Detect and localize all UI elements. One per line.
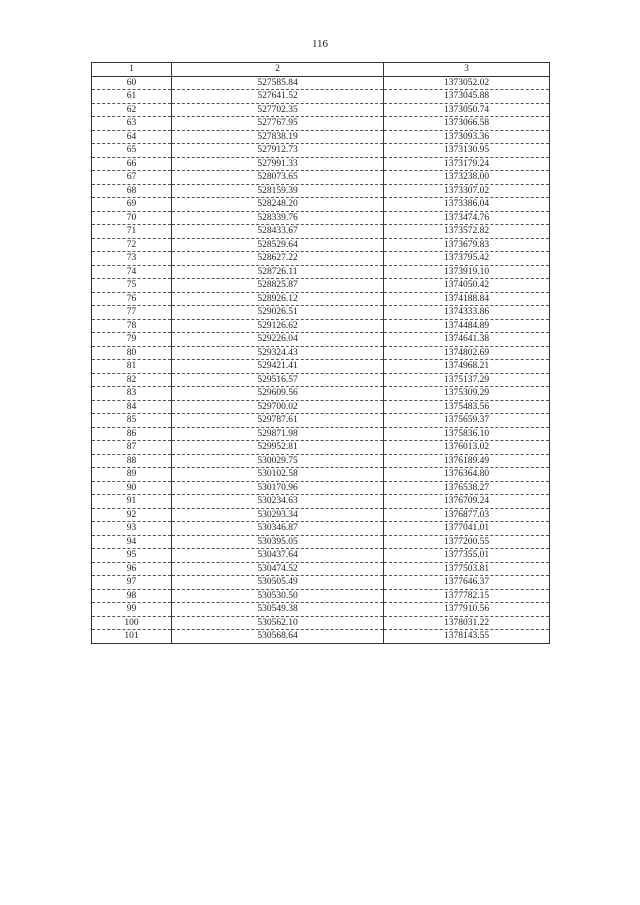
- x-coordinate-cell: 530505.49: [172, 576, 384, 590]
- point-number-cell: 85: [92, 414, 172, 428]
- table-row: [92, 535, 550, 549]
- point-number-cell: 92: [92, 508, 172, 522]
- column-header-3: 3: [384, 63, 550, 77]
- x-coordinate-cell: 530102.58: [172, 468, 384, 482]
- x-coordinate-cell: 529952.81: [172, 441, 384, 455]
- table-row: [92, 616, 550, 630]
- table-row: [92, 576, 550, 590]
- y-coordinate-cell: 1373045.88: [384, 90, 550, 104]
- y-coordinate-cell: 1373130.95: [384, 144, 550, 158]
- table-row: [92, 211, 550, 225]
- point-number-cell: 98: [92, 589, 172, 603]
- point-number-cell: 96: [92, 562, 172, 576]
- x-coordinate-cell: 530568.64: [172, 630, 384, 644]
- y-coordinate-cell: 1373052.02: [384, 76, 550, 90]
- x-coordinate-cell: 530562.10: [172, 616, 384, 630]
- y-coordinate-cell: 1377503.81: [384, 562, 550, 576]
- y-coordinate-cell: 1376709.24: [384, 495, 550, 509]
- table-row: [92, 319, 550, 333]
- y-coordinate-cell: 1374050.42: [384, 279, 550, 293]
- point-number-cell: 76: [92, 292, 172, 306]
- table-row: [92, 238, 550, 252]
- point-number-cell: 89: [92, 468, 172, 482]
- x-coordinate-cell: 527912.73: [172, 144, 384, 158]
- table-row: [92, 373, 550, 387]
- table-row: [92, 130, 550, 144]
- point-number-cell: 75: [92, 279, 172, 293]
- x-coordinate-cell: 527641.52: [172, 90, 384, 104]
- y-coordinate-cell: 1373386.04: [384, 198, 550, 212]
- table-row: [92, 495, 550, 509]
- y-coordinate-cell: 1374641.38: [384, 333, 550, 347]
- y-coordinate-cell: 1373679.83: [384, 238, 550, 252]
- x-coordinate-cell: 529026.51: [172, 306, 384, 320]
- point-number-cell: 100: [92, 616, 172, 630]
- page-number: 116: [311, 38, 329, 50]
- table-row: [92, 549, 550, 563]
- point-number-cell: 87: [92, 441, 172, 455]
- x-coordinate-cell: 528926.12: [172, 292, 384, 306]
- y-coordinate-cell: 1377782.15: [384, 589, 550, 603]
- table-row: [92, 292, 550, 306]
- x-coordinate-cell: 530395.05: [172, 535, 384, 549]
- point-number-cell: 77: [92, 306, 172, 320]
- x-coordinate-cell: 530170.96: [172, 481, 384, 495]
- x-coordinate-cell: 530474.52: [172, 562, 384, 576]
- table-row: [92, 427, 550, 441]
- y-coordinate-cell: 1377910.56: [384, 603, 550, 617]
- x-coordinate-cell: 529324.43: [172, 346, 384, 360]
- x-coordinate-cell: 528073.65: [172, 171, 384, 185]
- x-coordinate-cell: 529516.57: [172, 373, 384, 387]
- table-row: [92, 508, 550, 522]
- point-number-cell: 97: [92, 576, 172, 590]
- table-row: [92, 333, 550, 347]
- table-row: [92, 400, 550, 414]
- x-coordinate-cell: 528433.67: [172, 225, 384, 239]
- y-coordinate-cell: 1377200.55: [384, 535, 550, 549]
- table-row: [92, 414, 550, 428]
- point-number-cell: 63: [92, 117, 172, 131]
- point-number-cell: 73: [92, 252, 172, 266]
- point-number-cell: 84: [92, 400, 172, 414]
- table-row: [92, 522, 550, 536]
- x-coordinate-cell: 529421.41: [172, 360, 384, 374]
- x-coordinate-cell: 529700.02: [172, 400, 384, 414]
- x-coordinate-cell: 528159.39: [172, 184, 384, 198]
- y-coordinate-cell: 1375483.56: [384, 400, 550, 414]
- x-coordinate-cell: 530437.64: [172, 549, 384, 563]
- table-row: [92, 117, 550, 131]
- table-row: [92, 468, 550, 482]
- y-coordinate-cell: 1374188.84: [384, 292, 550, 306]
- point-number-cell: 101: [92, 630, 172, 644]
- point-number-cell: 64: [92, 130, 172, 144]
- header-row: [92, 63, 550, 77]
- y-coordinate-cell: 1373572.82: [384, 225, 550, 239]
- x-coordinate-cell: 529609.56: [172, 387, 384, 401]
- point-number-cell: 67: [92, 171, 172, 185]
- table-row: [92, 360, 550, 374]
- table-header: [92, 63, 550, 77]
- x-coordinate-cell: 528726.11: [172, 265, 384, 279]
- point-number-cell: 80: [92, 346, 172, 360]
- table-row: [92, 225, 550, 239]
- x-coordinate-cell: 528825.87: [172, 279, 384, 293]
- x-coordinate-cell: 527767.95: [172, 117, 384, 131]
- y-coordinate-cell: 1373179.24: [384, 157, 550, 171]
- point-number-cell: 90: [92, 481, 172, 495]
- point-number-cell: 71: [92, 225, 172, 239]
- point-number-cell: 72: [92, 238, 172, 252]
- y-coordinate-cell: 1376189.49: [384, 454, 550, 468]
- table-row: [92, 306, 550, 320]
- table-row: [92, 346, 550, 360]
- point-number-cell: 60: [92, 76, 172, 90]
- y-coordinate-cell: 1373919.10: [384, 265, 550, 279]
- point-number-cell: 81: [92, 360, 172, 374]
- table-row: [92, 279, 550, 293]
- x-coordinate-cell: 527585.84: [172, 76, 384, 90]
- y-coordinate-cell: 1373050.74: [384, 103, 550, 117]
- table-row: [92, 157, 550, 171]
- point-number-cell: 74: [92, 265, 172, 279]
- y-coordinate-cell: 1374968.21: [384, 360, 550, 374]
- table-row: [92, 103, 550, 117]
- point-number-cell: 86: [92, 427, 172, 441]
- point-number-cell: 69: [92, 198, 172, 212]
- x-coordinate-cell: 530234.63: [172, 495, 384, 509]
- y-coordinate-cell: 1375309.29: [384, 387, 550, 401]
- y-coordinate-cell: 1373307.02: [384, 184, 550, 198]
- y-coordinate-cell: 1377041.01: [384, 522, 550, 536]
- point-number-cell: 95: [92, 549, 172, 563]
- point-number-cell: 78: [92, 319, 172, 333]
- x-coordinate-cell: 528627.22: [172, 252, 384, 266]
- y-coordinate-cell: 1378143.55: [384, 630, 550, 644]
- table-row: [92, 589, 550, 603]
- x-coordinate-cell: 530346.87: [172, 522, 384, 536]
- y-coordinate-cell: 1374484.89: [384, 319, 550, 333]
- y-coordinate-cell: 1377646.37: [384, 576, 550, 590]
- y-coordinate-cell: 1375659.37: [384, 414, 550, 428]
- x-coordinate-cell: 528248.20: [172, 198, 384, 212]
- table-row: [92, 76, 550, 90]
- y-coordinate-cell: 1373093.36: [384, 130, 550, 144]
- table-row: [92, 265, 550, 279]
- point-number-cell: 91: [92, 495, 172, 509]
- x-coordinate-cell: 528529.64: [172, 238, 384, 252]
- x-coordinate-cell: 527838.19: [172, 130, 384, 144]
- table-row: [92, 562, 550, 576]
- point-number-cell: 61: [92, 90, 172, 104]
- y-coordinate-cell: 1376877.03: [384, 508, 550, 522]
- table-row: [92, 90, 550, 104]
- point-number-cell: 70: [92, 211, 172, 225]
- table-row: [92, 171, 550, 185]
- x-coordinate-cell: 529226.04: [172, 333, 384, 347]
- point-number-cell: 94: [92, 535, 172, 549]
- y-coordinate-cell: 1375836.10: [384, 427, 550, 441]
- y-coordinate-cell: 1373795.42: [384, 252, 550, 266]
- column-header-2: 2: [172, 63, 384, 77]
- table-row: [92, 144, 550, 158]
- point-number-cell: 93: [92, 522, 172, 536]
- x-coordinate-cell: 528339.76: [172, 211, 384, 225]
- x-coordinate-cell: 530549.38: [172, 603, 384, 617]
- y-coordinate-cell: 1376538.27: [384, 481, 550, 495]
- y-coordinate-cell: 1374333.86: [384, 306, 550, 320]
- x-coordinate-cell: 530293.34: [172, 508, 384, 522]
- table-row: [92, 454, 550, 468]
- table-row: [92, 481, 550, 495]
- y-coordinate-cell: 1373474.76: [384, 211, 550, 225]
- table-row: [92, 630, 550, 644]
- y-coordinate-cell: 1376013.02: [384, 441, 550, 455]
- point-number-cell: 88: [92, 454, 172, 468]
- point-number-cell: 68: [92, 184, 172, 198]
- coordinate-table: [91, 62, 550, 644]
- point-number-cell: 65: [92, 144, 172, 158]
- point-number-cell: 62: [92, 103, 172, 117]
- x-coordinate-cell: 529787.61: [172, 414, 384, 428]
- y-coordinate-cell: 1373238.00: [384, 171, 550, 185]
- x-coordinate-cell: 527991.33: [172, 157, 384, 171]
- y-coordinate-cell: 1378031.22: [384, 616, 550, 630]
- point-number-cell: 83: [92, 387, 172, 401]
- y-coordinate-cell: 1377355.01: [384, 549, 550, 563]
- column-header-1: 1: [92, 63, 172, 77]
- x-coordinate-cell: 527702.35: [172, 103, 384, 117]
- table-row: [92, 387, 550, 401]
- point-number-cell: 99: [92, 603, 172, 617]
- y-coordinate-cell: 1376364.80: [384, 468, 550, 482]
- table-row: [92, 603, 550, 617]
- x-coordinate-cell: 530530.50: [172, 589, 384, 603]
- table-row: [92, 184, 550, 198]
- y-coordinate-cell: 1374802.69: [384, 346, 550, 360]
- table-row: [92, 252, 550, 266]
- table-body: [92, 76, 550, 643]
- point-number-cell: 66: [92, 157, 172, 171]
- point-number-cell: 79: [92, 333, 172, 347]
- x-coordinate-cell: 530029.75: [172, 454, 384, 468]
- x-coordinate-cell: 529126.62: [172, 319, 384, 333]
- y-coordinate-cell: 1375137.29: [384, 373, 550, 387]
- table-row: [92, 441, 550, 455]
- x-coordinate-cell: 529871.98: [172, 427, 384, 441]
- table-row: [92, 198, 550, 212]
- y-coordinate-cell: 1373066.58: [384, 117, 550, 131]
- point-number-cell: 82: [92, 373, 172, 387]
